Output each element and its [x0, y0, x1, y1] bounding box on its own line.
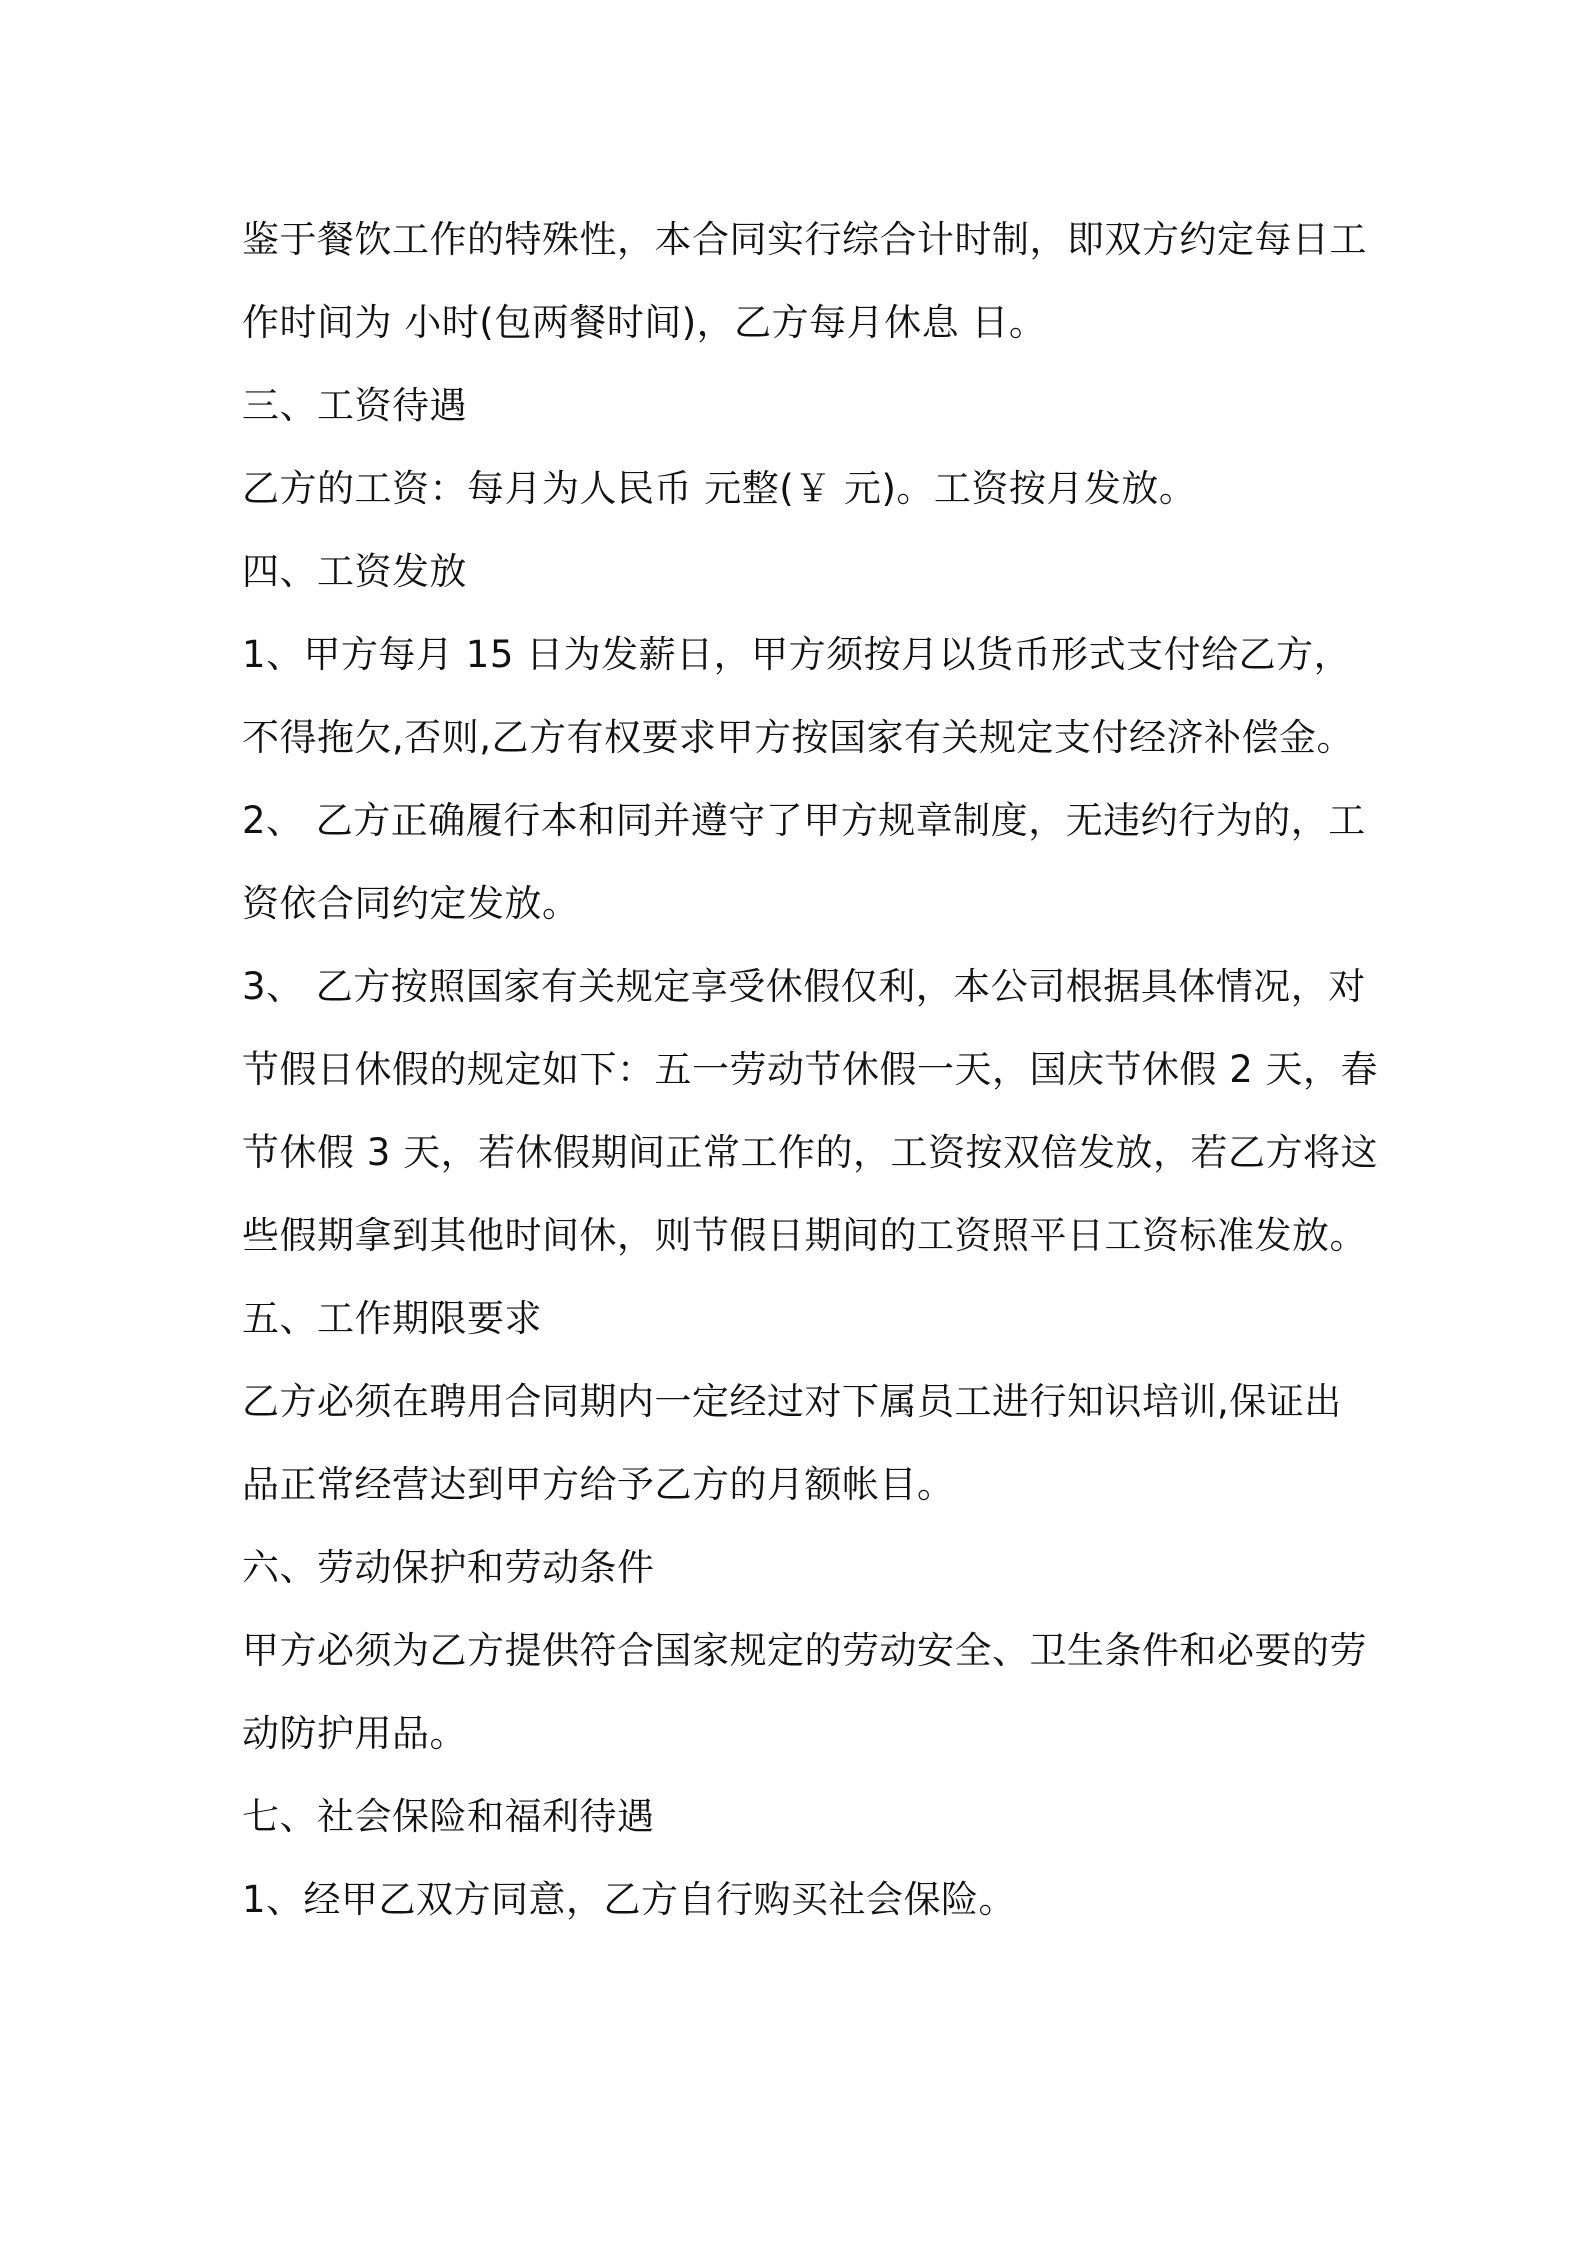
section-heading-salary-payment: 四、工资发放 — [242, 550, 467, 593]
document-body — [242, 198, 1379, 1941]
clause-3-line-4: 些假期拿到其他时间休，则节假日期间的工资照平日工资标准发放。 — [242, 1214, 1367, 1257]
paragraph-work-period-line-1: 乙方必须在聘用合同期内一定经过对下属员工进行知识培训,保证出 — [242, 1380, 1342, 1423]
section-heading-work-period: 五、工作期限要求 — [242, 1297, 542, 1340]
clause-1-line-1: 1、甲方每月 15 日为发薪日，甲方须按月以货币形式支付给乙方， — [242, 633, 1352, 676]
paragraph-labor-protection-line-1: 甲方必须为乙方提供符合国家规定的劳动安全、卫生条件和必要的劳 — [242, 1629, 1367, 1672]
paragraph-salary: 乙方的工资：每月为人民币 元整(￥ 元)。工资按月发放。 — [242, 467, 1197, 510]
clause-3-line-1: 3、 乙方按照国家有关规定享受休假仅利，本公司根据具体情况，对 — [242, 965, 1366, 1008]
paragraph-work-hours-line-2: 作时间为 小时(包两餐时间)，乙方每月休息 日。 — [242, 301, 1047, 344]
clause-2-line-1: 2、 乙方正确履行本和同并遵守了甲方规章制度，无违约行为的，工 — [242, 799, 1366, 842]
paragraph-work-hours-line-1: 鉴于餐饮工作的特殊性，本合同实行综合计时制，即双方约定每日工 — [242, 218, 1367, 261]
clause-1-line-2: 不得拖欠,否则,乙方有权要求甲方按国家有关规定支付经济补偿金。 — [242, 716, 1355, 759]
clause-2-line-2: 资依合同约定发放。 — [242, 882, 580, 925]
section-heading-salary: 三、工资待遇 — [242, 384, 467, 427]
paragraph-work-period-line-2: 品正常经营达到甲方给予乙方的月额帐目。 — [242, 1463, 955, 1506]
clause-social-insurance-1: 1、经甲乙双方同意，乙方自行购买社会保险。 — [242, 1878, 1017, 1921]
clause-3-line-3: 节休假 3 天，若休假期间正常工作的，工资按双倍发放，若乙方将这 — [242, 1131, 1379, 1174]
clause-3-line-2: 节假日休假的规定如下：五一劳动节休假一天，国庆节休假 2 天，春 — [242, 1048, 1379, 1091]
section-heading-social-insurance: 七、社会保险和福利待遇 — [242, 1795, 655, 1838]
paragraph-labor-protection-line-2: 动防护用品。 — [242, 1712, 467, 1755]
section-heading-labor-protection: 六、劳动保护和劳动条件 — [242, 1546, 655, 1589]
